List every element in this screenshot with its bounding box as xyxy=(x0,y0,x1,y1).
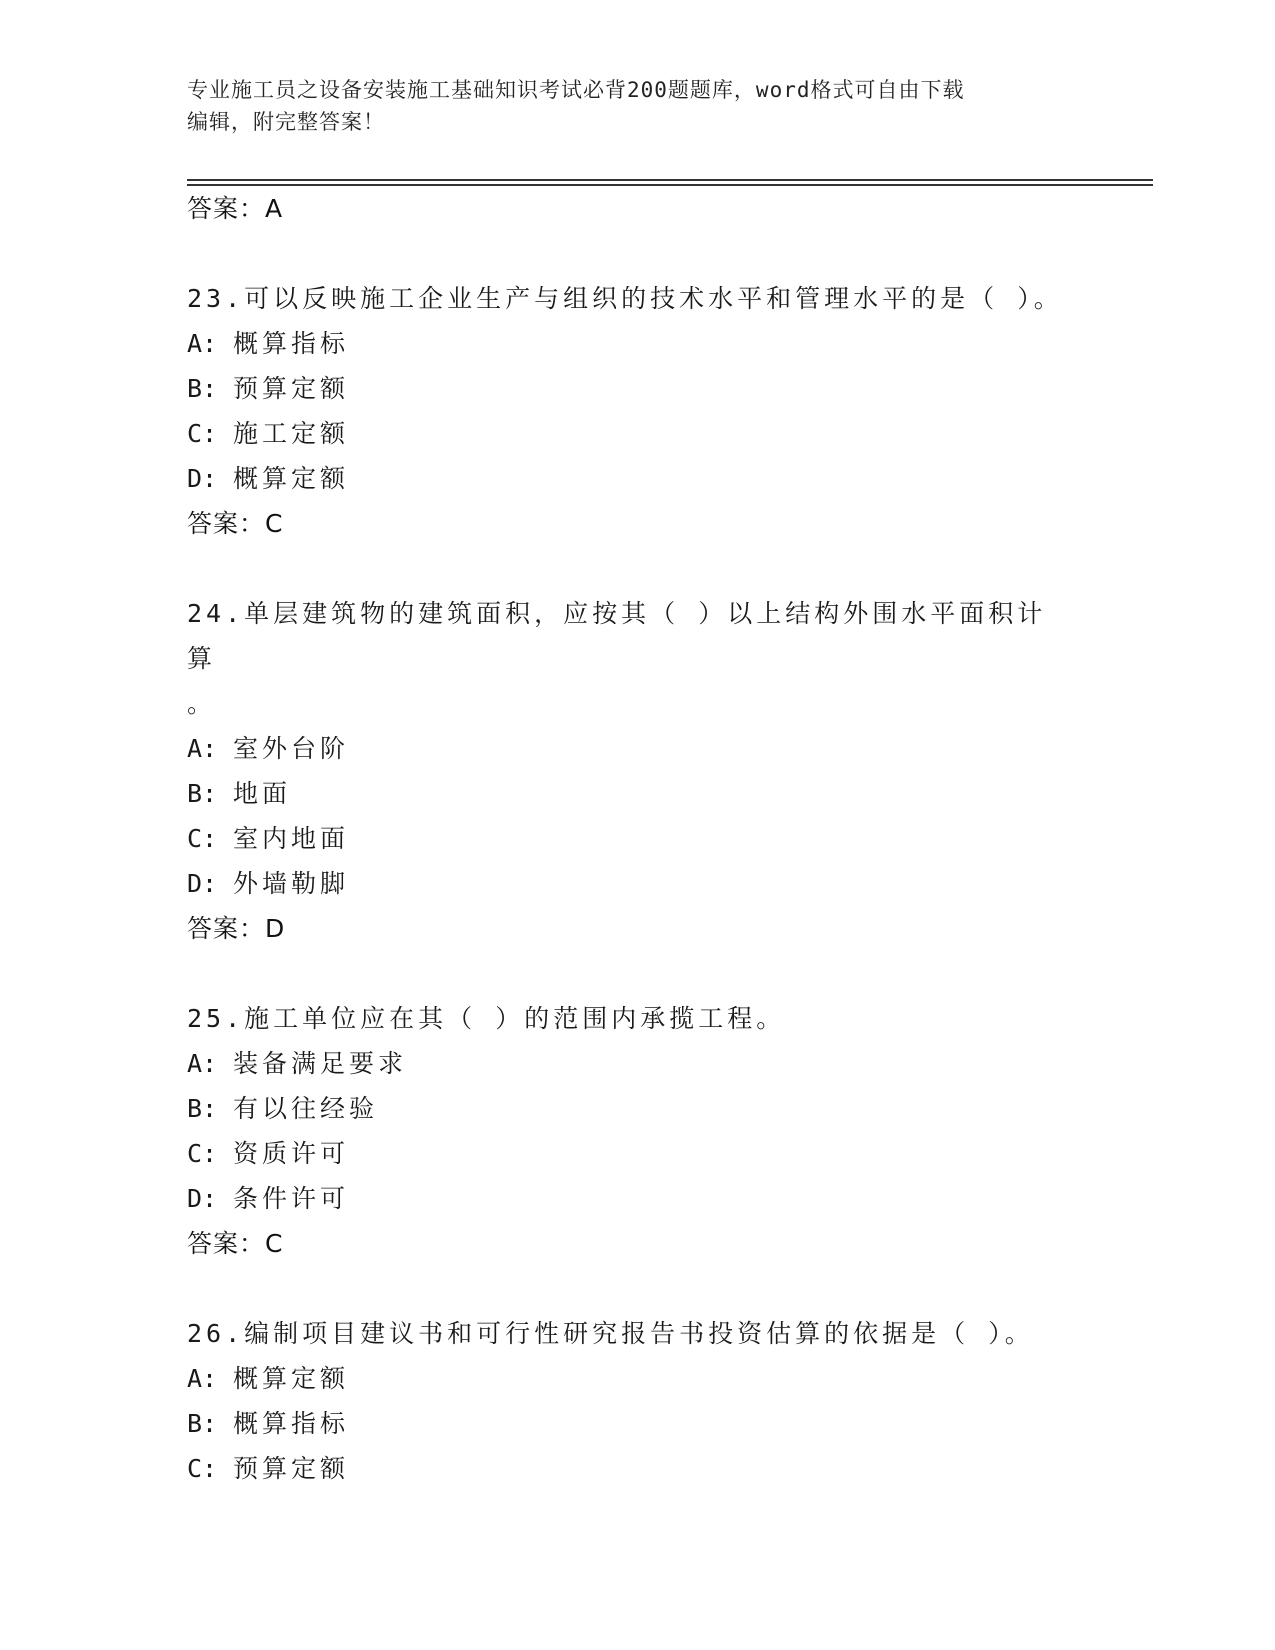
question-block-26 xyxy=(187,1311,1087,1491)
option-label: A: xyxy=(187,329,218,358)
option-text: 概算指标 xyxy=(233,1409,350,1438)
option-b xyxy=(187,366,1087,411)
option-label: A: xyxy=(187,1049,218,1078)
spacer xyxy=(187,546,1087,591)
question-text: 25.施工单位应在其（ ）的范围内承揽工程。 xyxy=(187,1004,786,1033)
question-text: 23.可以反映施工企业生产与组织的技术水平和管理水平的是（ ）。 xyxy=(187,284,1063,313)
option-label: C: xyxy=(187,419,218,448)
answer-line: 答案：C xyxy=(187,1229,284,1258)
option-label: D: xyxy=(187,1184,218,1213)
option-b xyxy=(187,1401,1087,1446)
option-d xyxy=(187,456,1087,501)
option-text: 概算定额 xyxy=(233,464,350,493)
option-a xyxy=(187,1356,1087,1401)
option-text: 有以往经验 xyxy=(233,1094,379,1123)
spacer xyxy=(187,951,1087,996)
answer-line-q22: 答案：A xyxy=(187,194,284,223)
document-header xyxy=(187,74,1067,138)
spacer xyxy=(187,1266,1087,1311)
question-text: 24.单层建筑物的建筑面积，应按其（ ）以上结构外围水平面积计算 xyxy=(187,599,1047,673)
option-text: 概算指标 xyxy=(233,329,350,358)
option-a xyxy=(187,321,1087,366)
option-text: 装备满足要求 xyxy=(233,1049,408,1078)
option-text: 室外台阶 xyxy=(233,734,350,763)
header-divider-top xyxy=(187,179,1153,181)
question-list xyxy=(187,186,1087,1491)
option-label: B: xyxy=(187,374,218,403)
option-text: 施工定额 xyxy=(233,419,350,448)
option-text: 概算定额 xyxy=(233,1364,350,1393)
option-label: C: xyxy=(187,1139,218,1168)
option-c xyxy=(187,816,1087,861)
header-title-line-2: 编辑，附完整答案！ xyxy=(187,110,385,134)
option-text: 室内地面 xyxy=(233,824,350,853)
question-block-25 xyxy=(187,996,1087,1266)
option-label: D: xyxy=(187,464,218,493)
option-c xyxy=(187,1131,1087,1176)
header-title-line-1: 专业施工员之设备安装施工基础知识考试必背200题题库，word格式可自由下载 xyxy=(187,78,965,102)
option-d xyxy=(187,861,1087,906)
option-text: 地面 xyxy=(233,779,292,808)
option-label: D: xyxy=(187,869,218,898)
option-text: 资质许可 xyxy=(233,1139,350,1168)
option-b xyxy=(187,1086,1087,1131)
option-label: C: xyxy=(187,1454,218,1483)
option-c xyxy=(187,411,1087,456)
option-a xyxy=(187,1041,1087,1086)
question-block-24 xyxy=(187,591,1087,951)
question-block-23 xyxy=(187,276,1087,546)
option-a xyxy=(187,726,1087,771)
answer-line: 答案：D xyxy=(187,914,286,943)
option-text: 预算定额 xyxy=(233,374,350,403)
option-label: A: xyxy=(187,734,218,763)
option-text: 外墙勒脚 xyxy=(233,869,350,898)
answer-line: 答案：C xyxy=(187,509,284,538)
option-c xyxy=(187,1446,1087,1491)
question-text-continuation: 。 xyxy=(187,689,217,718)
option-label: B: xyxy=(187,779,218,808)
option-label: C: xyxy=(187,824,218,853)
option-text: 预算定额 xyxy=(233,1454,350,1483)
option-b xyxy=(187,771,1087,816)
question-text: 26.编制项目建议书和可行性研究报告书投资估算的依据是（ ）。 xyxy=(187,1319,1034,1348)
option-d xyxy=(187,1176,1087,1221)
option-label: B: xyxy=(187,1409,218,1438)
option-label: A: xyxy=(187,1364,218,1393)
option-label: B: xyxy=(187,1094,218,1123)
spacer xyxy=(187,231,1087,276)
option-text: 条件许可 xyxy=(233,1184,350,1213)
